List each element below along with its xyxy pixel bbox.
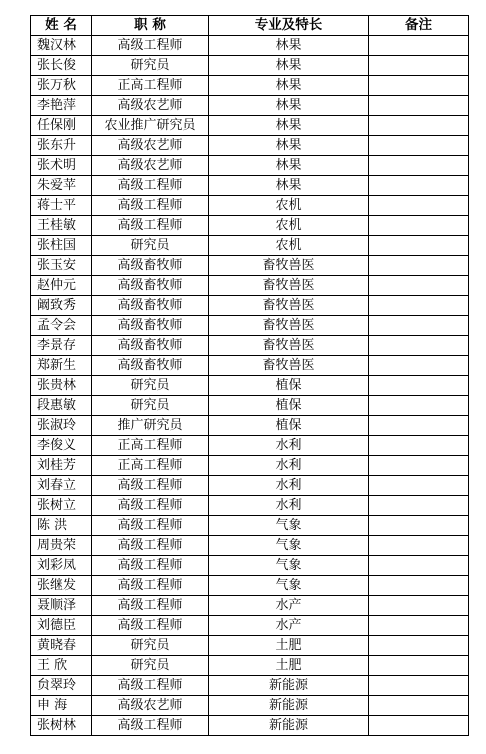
cell-name: 张东升 [31,136,92,156]
table-row [31,436,469,456]
cell-specialty: 水利 [209,476,369,496]
cell-specialty: 林果 [209,76,369,96]
cell-name: 张术明 [31,156,92,176]
cell-remarks [369,496,469,516]
cell-remarks [369,76,469,96]
cell-title: 研究员 [92,396,209,416]
cell-remarks [369,516,469,536]
cell-remarks [369,256,469,276]
cell-title: 正高工程师 [92,436,209,456]
cell-title: 高级工程师 [92,476,209,496]
table-row [31,556,469,576]
cell-name: 张长俊 [31,56,92,76]
table-row [31,76,469,96]
cell-specialty: 林果 [209,36,369,56]
table-row [31,156,469,176]
cell-name: 赵仲元 [31,276,92,296]
table-row [31,296,469,316]
table-row [31,116,469,136]
cell-remarks [369,436,469,456]
cell-title: 正高工程师 [92,456,209,476]
table-row [31,476,469,496]
cell-specialty: 植保 [209,416,369,436]
table-row [31,396,469,416]
cell-title: 研究员 [92,236,209,256]
cell-title: 高级畜牧师 [92,276,209,296]
table-row [31,576,469,596]
cell-title: 高级工程师 [92,676,209,696]
cell-specialty: 气象 [209,556,369,576]
header-title: 职 称 [92,16,209,36]
cell-specialty: 新能源 [209,696,369,716]
table-row [31,416,469,436]
cell-name: 刘彩凤 [31,556,92,576]
cell-remarks [369,696,469,716]
cell-specialty: 水产 [209,596,369,616]
cell-specialty: 林果 [209,56,369,76]
cell-name: 周贵荣 [31,536,92,556]
cell-name: 张贵林 [31,376,92,396]
cell-title: 推广研究员 [92,416,209,436]
cell-name: 阚致秀 [31,296,92,316]
cell-specialty: 土肥 [209,636,369,656]
cell-specialty: 水利 [209,456,369,476]
table-row [31,356,469,376]
cell-specialty: 植保 [209,376,369,396]
cell-specialty: 植保 [209,396,369,416]
cell-remarks [369,96,469,116]
cell-remarks [369,576,469,596]
cell-name: 张淑玲 [31,416,92,436]
table-row [31,636,469,656]
table-row [31,656,469,676]
header-name: 姓 名 [31,16,92,36]
table-row [31,216,469,236]
cell-title: 高级工程师 [92,576,209,596]
cell-remarks [369,336,469,356]
cell-title: 高级工程师 [92,176,209,196]
cell-remarks [369,156,469,176]
cell-name: 李艳萍 [31,96,92,116]
cell-remarks [369,656,469,676]
cell-title: 高级畜牧师 [92,296,209,316]
cell-specialty: 土肥 [209,656,369,676]
cell-remarks [369,456,469,476]
cell-remarks [369,236,469,256]
cell-title: 高级工程师 [92,556,209,576]
cell-title: 研究员 [92,656,209,676]
cell-title: 正高工程师 [92,76,209,96]
cell-name: 王桂敏 [31,216,92,236]
cell-specialty: 新能源 [209,716,369,736]
cell-specialty: 农机 [209,236,369,256]
cell-remarks [369,616,469,636]
cell-name: 刘春立 [31,476,92,496]
cell-name: 聂顺泽 [31,596,92,616]
cell-specialty: 水利 [209,436,369,456]
cell-specialty: 畜牧兽医 [209,316,369,336]
cell-title: 高级工程师 [92,596,209,616]
cell-specialty: 畜牧兽医 [209,356,369,376]
cell-remarks [369,116,469,136]
cell-name: 陈 洪 [31,516,92,536]
table-row [31,716,469,736]
cell-remarks [369,596,469,616]
cell-remarks [369,356,469,376]
cell-name: 黄晓春 [31,636,92,656]
header-remarks: 备注 [369,16,469,36]
cell-specialty: 畜牧兽医 [209,296,369,316]
cell-title: 高级农艺师 [92,156,209,176]
table-row [31,456,469,476]
cell-name: 任保刚 [31,116,92,136]
cell-remarks [369,536,469,556]
cell-title: 高级畜牧师 [92,356,209,376]
cell-remarks [369,56,469,76]
cell-specialty: 林果 [209,96,369,116]
cell-name: 蒋士平 [31,196,92,216]
cell-specialty: 林果 [209,116,369,136]
cell-name: 朱爱苹 [31,176,92,196]
table-row [31,196,469,216]
cell-specialty: 畜牧兽医 [209,256,369,276]
cell-specialty: 水产 [209,616,369,636]
table-row [31,336,469,356]
cell-name: 张继发 [31,576,92,596]
cell-title: 高级工程师 [92,216,209,236]
cell-specialty: 新能源 [209,676,369,696]
cell-title: 研究员 [92,56,209,76]
cell-name: 张玉安 [31,256,92,276]
cell-remarks [369,316,469,336]
table-row [31,236,469,256]
cell-title: 高级工程师 [92,516,209,536]
table-row [31,696,469,716]
cell-remarks [369,196,469,216]
cell-title: 高级工程师 [92,716,209,736]
table-body [31,36,469,736]
cell-remarks [369,296,469,316]
cell-specialty: 气象 [209,536,369,556]
cell-name: 张树立 [31,496,92,516]
cell-specialty: 畜牧兽医 [209,276,369,296]
cell-title: 高级工程师 [92,196,209,216]
cell-title: 高级工程师 [92,496,209,516]
cell-specialty: 气象 [209,576,369,596]
cell-remarks [369,376,469,396]
cell-name: 郑新生 [31,356,92,376]
header-specialty: 专业及特长 [209,16,369,36]
cell-specialty: 畜牧兽医 [209,336,369,356]
table-row [31,136,469,156]
table-row [31,176,469,196]
cell-remarks [369,476,469,496]
cell-title: 高级农艺师 [92,96,209,116]
cell-title: 高级畜牧师 [92,336,209,356]
table-row [31,316,469,336]
table-row [31,96,469,116]
cell-title: 研究员 [92,376,209,396]
cell-remarks [369,716,469,736]
cell-specialty: 气象 [209,516,369,536]
cell-name: 张柱国 [31,236,92,256]
table-row [31,256,469,276]
cell-remarks [369,36,469,56]
table-row [31,496,469,516]
cell-name: 申 海 [31,696,92,716]
table-row [31,616,469,636]
cell-name: 王 欣 [31,656,92,676]
cell-title: 高级工程师 [92,36,209,56]
table-row [31,36,469,56]
expert-roster-table [30,15,469,736]
cell-remarks [369,396,469,416]
cell-name: 刘德臣 [31,616,92,636]
cell-specialty: 水利 [209,496,369,516]
cell-remarks [369,216,469,236]
cell-name: 段惠敏 [31,396,92,416]
table-row [31,56,469,76]
header-row [31,16,469,36]
cell-remarks [369,676,469,696]
table-row [31,596,469,616]
table-row [31,516,469,536]
table-row [31,276,469,296]
table-row [31,536,469,556]
cell-specialty: 林果 [209,176,369,196]
cell-remarks [369,636,469,656]
cell-remarks [369,136,469,156]
cell-title: 高级畜牧师 [92,316,209,336]
cell-name: 张树林 [31,716,92,736]
table-header [31,16,469,36]
cell-title: 农业推广研究员 [92,116,209,136]
cell-name: 魏汉林 [31,36,92,56]
cell-title: 高级农艺师 [92,136,209,156]
cell-remarks [369,176,469,196]
cell-specialty: 农机 [209,216,369,236]
cell-name: 李景存 [31,336,92,356]
cell-name: 李俊义 [31,436,92,456]
cell-remarks [369,416,469,436]
cell-name: 孟令会 [31,316,92,336]
cell-title: 高级工程师 [92,536,209,556]
cell-name: 张万秋 [31,76,92,96]
cell-remarks [369,556,469,576]
cell-name: 刘桂芳 [31,456,92,476]
table-row [31,376,469,396]
cell-specialty: 林果 [209,156,369,176]
cell-title: 研究员 [92,636,209,656]
cell-specialty: 林果 [209,136,369,156]
cell-specialty: 农机 [209,196,369,216]
table-row [31,676,469,696]
cell-name: 贠翠玲 [31,676,92,696]
cell-title: 高级畜牧师 [92,256,209,276]
cell-title: 高级农艺师 [92,696,209,716]
cell-title: 高级工程师 [92,616,209,636]
cell-remarks [369,276,469,296]
